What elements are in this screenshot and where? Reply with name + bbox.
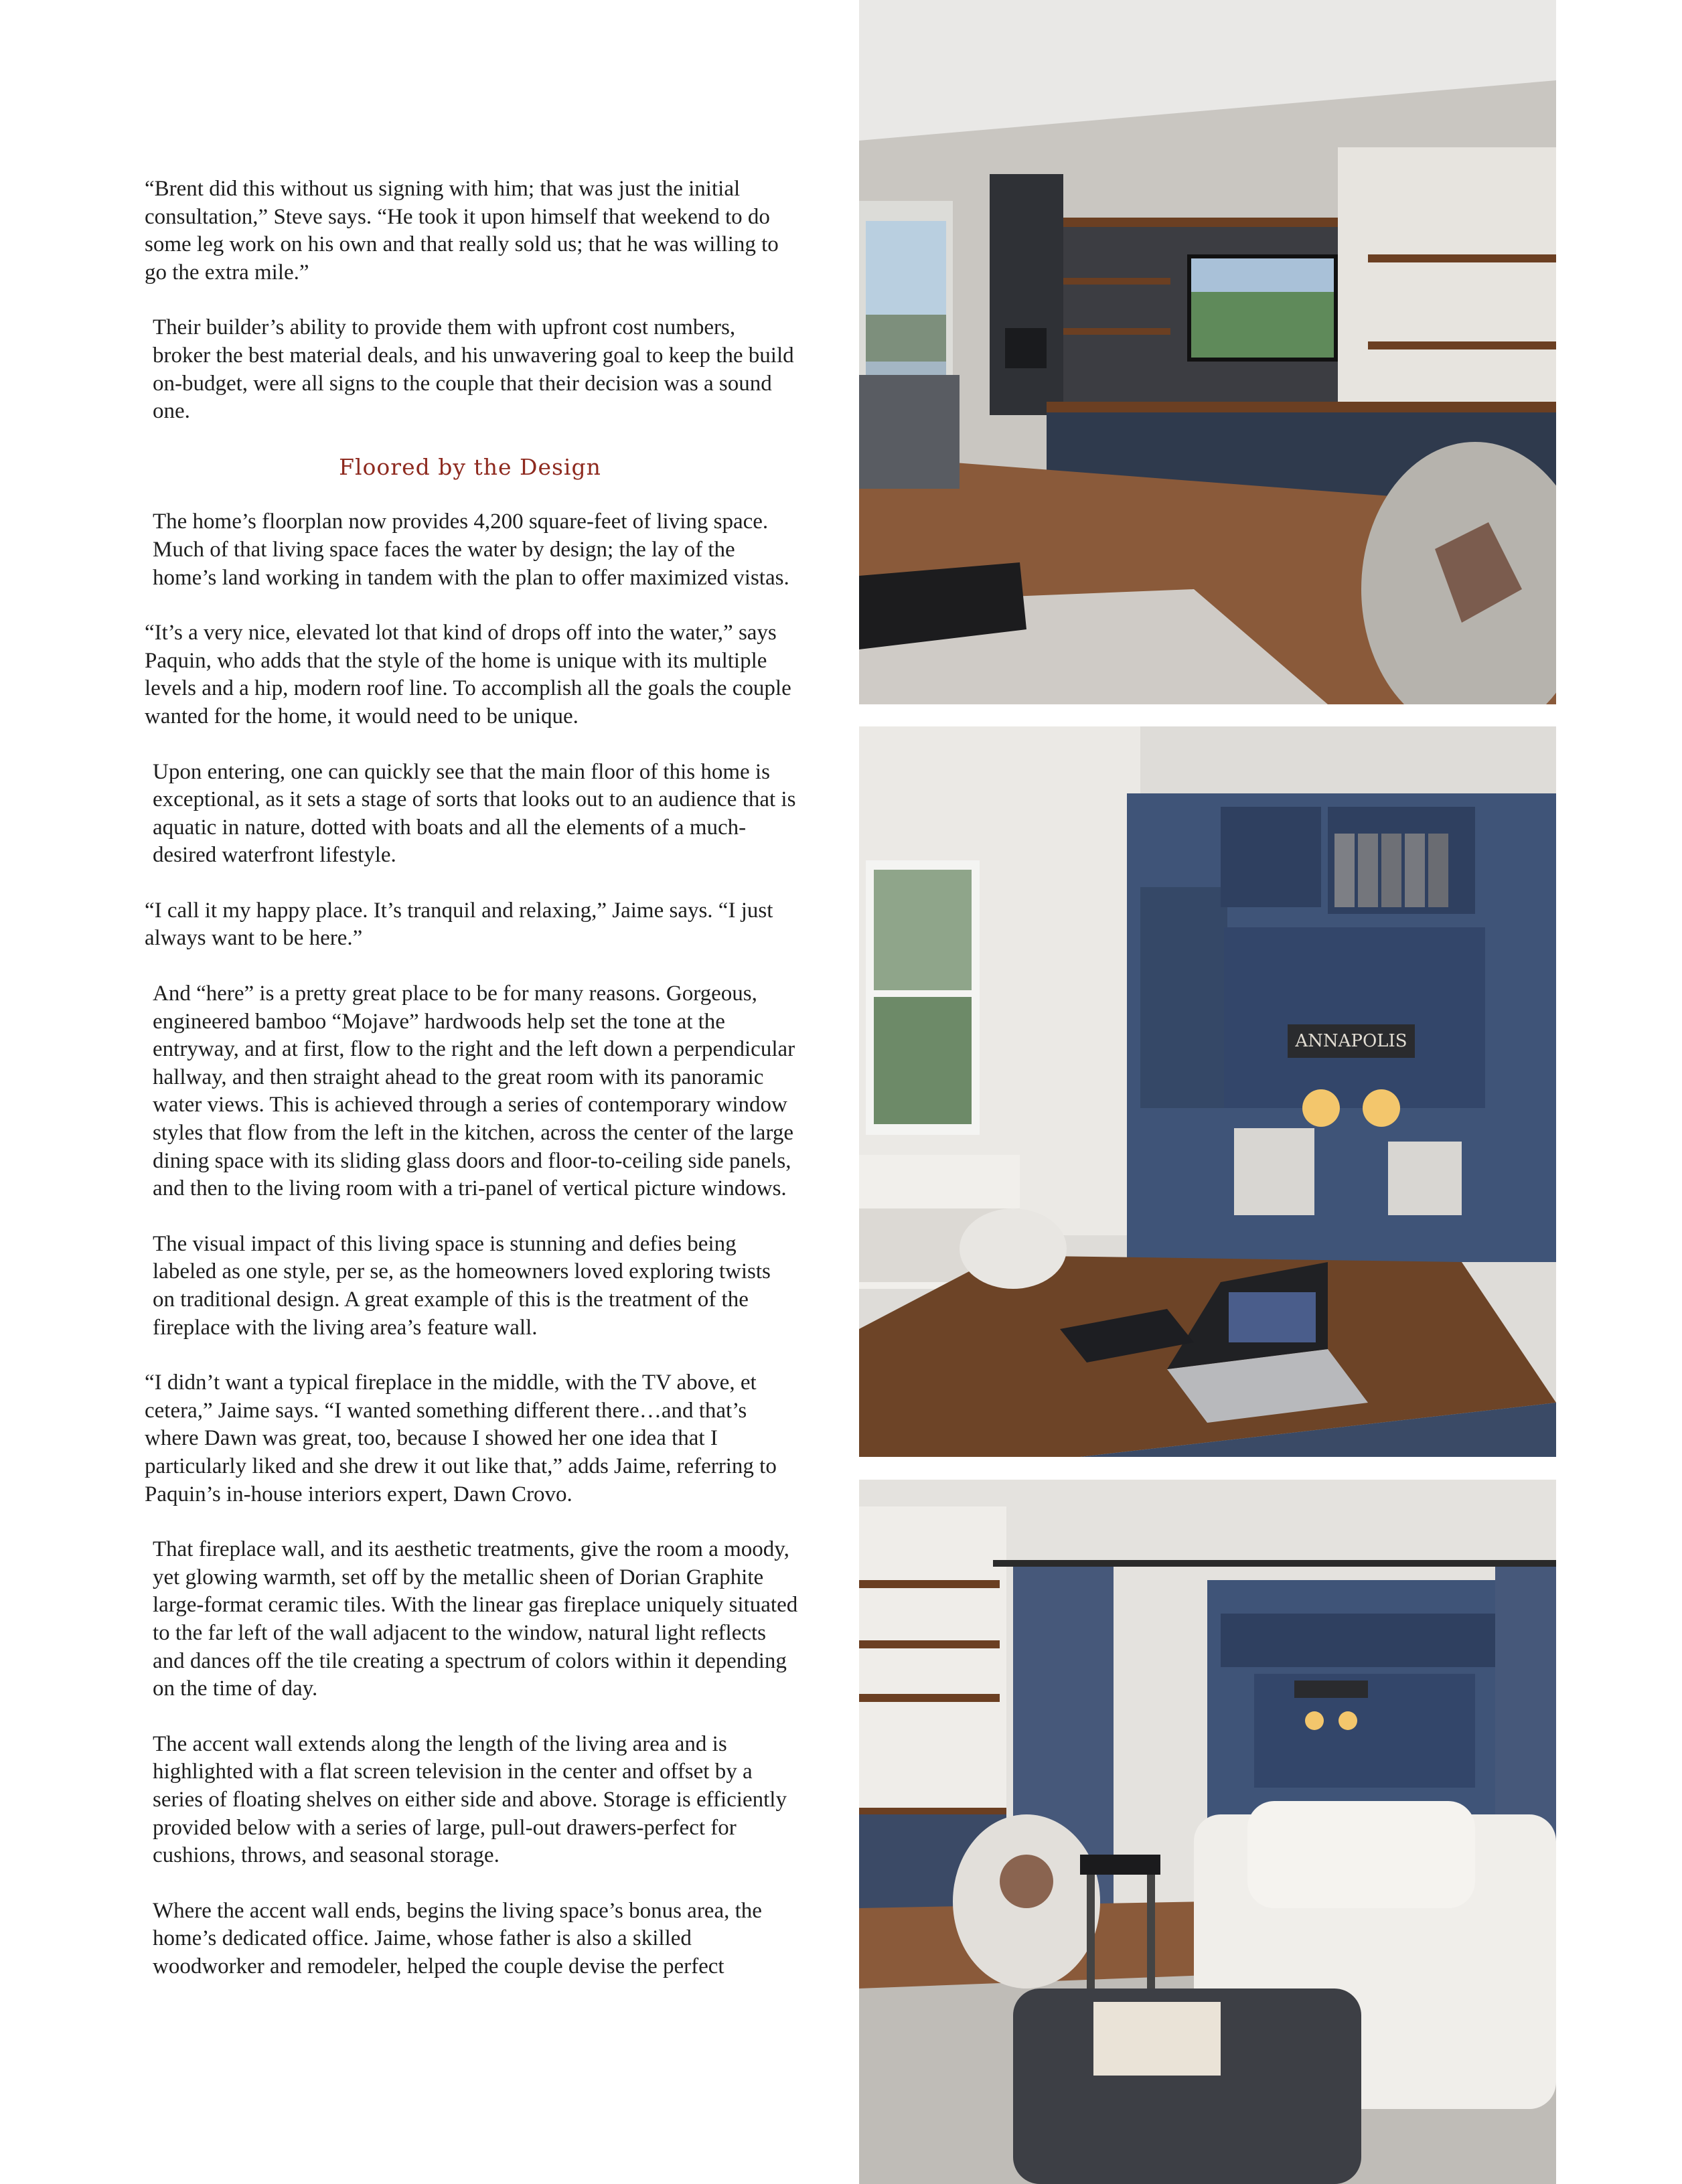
paragraph-7: And “here” is a pretty great place to be for many reasons. Gorgeous, engineered bamboo “Mojave” hardwoods help set the tone at the entryway, and at first, flow to the right and the left down a perpendicular hallway, and then straight ahead to the great room with its panoramic water views. This is achieved through a series of contemporary window styles that flow from the left in the kitchen, across the center of the large dining space with its sliding glass doors and floor-to-ceiling side panels, and then to the living room with a tri-panel of vertical picture windows. bbox=[153, 982, 795, 1201]
photo-living-room bbox=[859, 0, 1556, 704]
paragraph-8: The visual impact of this living space is stunning and defies being labeled as one style, per se, as the homeowners loved exploring twists on traditional design. A great example of this is the treatment of the fireplace with the living area’s feature wall. bbox=[153, 1231, 771, 1340]
photo-office bbox=[859, 726, 1556, 1457]
article-body bbox=[142, 175, 798, 2008]
paragraph-1: “Brent did this without us signing with him; that was just the initial consultation,” Steve says. “He took it upon himself that weekend to do some leg work on his own and that really sold us; that he was willing to go the extra mile.” bbox=[145, 177, 779, 285]
paragraph-3: The home’s floorplan now provides 4,200 square-feet of living space. Much of that living space faces the water by design; the lay of the home’s land working in tandem with the plan to offer maximized vistas. bbox=[153, 510, 789, 590]
living-room-illustration bbox=[859, 0, 1556, 704]
paragraph-2: Their builder’s ability to provide them with upfront cost numbers, broker the best material deals, and his unwavering goal to keep the build on-budget, were all signs to the couple that their decision was a sound one. bbox=[153, 315, 794, 424]
paragraph-4: “It’s a very nice, elevated lot that kind of drops off into the water,” says Paquin, who adds that the style of the home is unique with its multiple levels and a hip, modern roof line. To accomplish all the goals the couple wanted for the home, it would need to be unique. bbox=[145, 621, 791, 728]
office-illustration bbox=[859, 726, 1556, 1457]
living-office-illustration bbox=[859, 1480, 1556, 2184]
paragraph-9: “I didn’t want a typical fireplace in the middle, with the TV above, et cetera,” Jaime says. “I wanted something different there…and that’s where Dawn was great, too, because I showed her one idea that I particularly liked and she drew it out like that,” adds Jaime, referring to Paquin’s in-house interiors expert, Dawn Crovo. bbox=[145, 1371, 777, 1506]
photo-living-office bbox=[859, 1480, 1556, 2184]
annapolis-sign-text: ANNAPOLIS bbox=[1295, 1031, 1407, 1051]
paragraph-12: Where the accent wall ends, begins the living space’s bonus area, the home’s dedicated office. Jaime, whose father is also a skilled woodworker and remodeler, helped the couple devise the perfect bbox=[153, 1898, 762, 1978]
section-heading: Floored by the Design bbox=[339, 453, 601, 480]
paragraph-10: That fireplace wall, and its aesthetic treatments, give the room a moody, yet glowing warmth, set off by the metallic sheen of Dorian Graphite large-format ceramic tiles. With the linear gas fireplace uniquely situated to the far left of the wall adjacent to the window, natural light reflects and dances off the tile creating a spectrum of colors within it depending on the time of day. bbox=[153, 1537, 798, 1701]
paragraph-6: “I call it my happy place. It’s tranquil and relaxing,” Jaime says. “I just always want to be here.” bbox=[145, 898, 773, 951]
paragraph-5: Upon entering, one can quickly see that the main floor of this home is exceptional, as it sets a stage of sorts that looks out to an audience that is aquatic in nature, dotted with boats and all the elements of a much-desired waterfront lifestyle. bbox=[153, 759, 796, 868]
paragraph-11: The accent wall extends along the length of the living area and is highlighted with a flat screen television in the center and offset by a series of floating shelves on either side and above. Storage is efficiently provided below with a series of large, pull-out drawers-perfect for cushions, throws, and seasonal storage. bbox=[153, 1731, 787, 1868]
